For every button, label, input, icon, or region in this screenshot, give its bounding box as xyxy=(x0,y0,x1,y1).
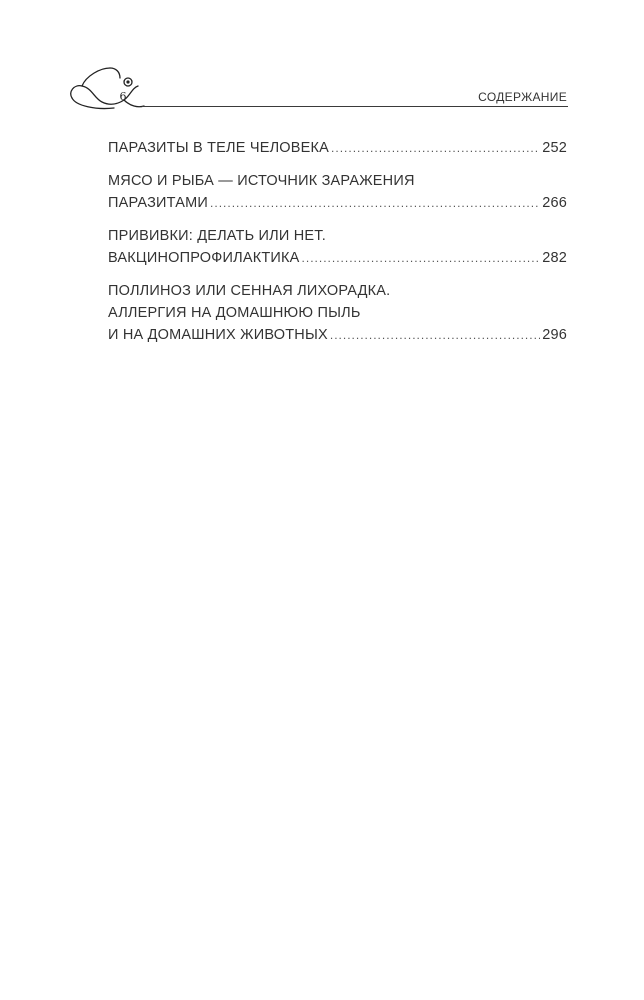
toc-page-number: 296 xyxy=(542,327,567,343)
table-of-contents xyxy=(108,137,567,357)
toc-entry[interactable] xyxy=(108,170,567,214)
toc-entry[interactable] xyxy=(108,137,567,159)
header-rule xyxy=(142,106,568,107)
page-number: 6 xyxy=(119,90,127,103)
toc-page-number: 252 xyxy=(542,140,567,156)
toc-entry-title-line: ПРИВИВКИ: ДЕЛАТЬ ИЛИ НЕТ. xyxy=(108,228,326,244)
toc-entry-title-line: АЛЛЕРГИЯ НА ДОМАШНЮЮ ПЫЛЬ xyxy=(108,305,361,321)
toc-entry-title: ВАКЦИНОПРОФИЛАКТИКА xyxy=(108,250,300,266)
toc-entry-title: ПАРАЗИТЫ В ТЕЛЕ ЧЕЛОВЕКА xyxy=(108,140,330,156)
toc-page-number: 266 xyxy=(542,195,567,211)
toc-entry[interactable] xyxy=(108,280,567,346)
toc-entry[interactable] xyxy=(108,225,567,269)
stethoscope-icon xyxy=(66,62,166,112)
toc-entry-line xyxy=(108,324,567,346)
dot-leader xyxy=(302,247,541,269)
dot-leader xyxy=(330,324,540,346)
toc-entry-title: ПАРАЗИТАМИ xyxy=(108,195,209,211)
toc-entry-title-line: МЯСО И РЫБА — ИСТОЧНИК ЗАРАЖЕНИЯ xyxy=(108,173,415,189)
section-title: СОДЕРЖАНИЕ xyxy=(478,90,567,104)
toc-entry-title-line: ПОЛЛИНОЗ ИЛИ СЕННАЯ ЛИХОРАДКА. xyxy=(108,283,391,299)
toc-page-number: 282 xyxy=(542,250,567,266)
page-header xyxy=(0,0,644,120)
toc-entry-line xyxy=(108,137,567,159)
dot-leader xyxy=(331,137,540,159)
dot-leader xyxy=(210,192,540,214)
toc-entry-line xyxy=(108,247,567,269)
toc-entry-line xyxy=(108,192,567,214)
toc-entry-title: И НА ДОМАШНИХ ЖИВОТНЫХ xyxy=(108,327,328,343)
